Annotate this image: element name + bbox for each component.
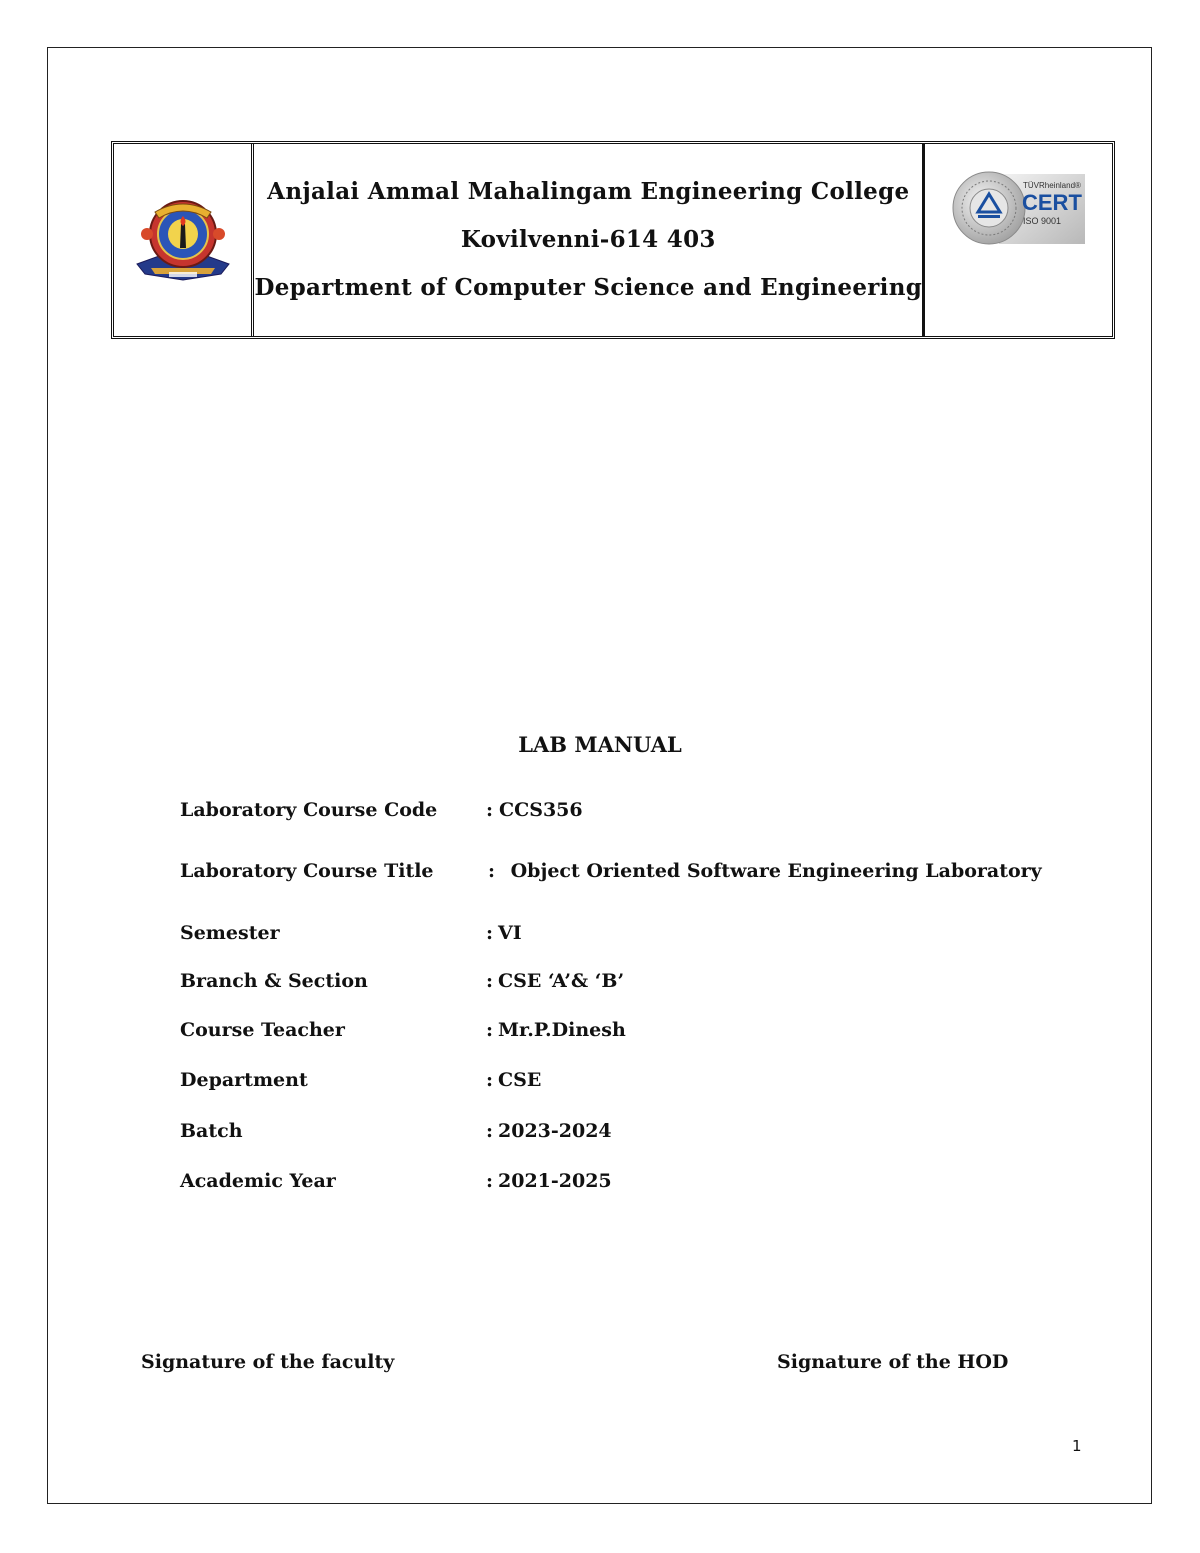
cert-brand-text: TÜVRheinland® xyxy=(1022,181,1081,190)
page-number: 1 xyxy=(1072,1437,1082,1455)
info-separator: : xyxy=(486,1170,494,1192)
cert-cell xyxy=(925,144,1112,336)
college-emblem-icon xyxy=(129,194,237,286)
info-label: Branch & Section xyxy=(180,970,368,992)
college-name: Anjalai Ammal Mahalingam Engineering College xyxy=(267,178,910,205)
info-separator: : xyxy=(488,860,496,882)
department-name: Department of Computer Science and Engineering xyxy=(254,274,923,301)
info-value: 2021-2025 xyxy=(498,1170,612,1192)
hod-signature-label: Signature of the HOD xyxy=(777,1351,1009,1373)
info-separator: : xyxy=(486,970,494,992)
college-title-cell xyxy=(254,144,925,336)
cert-standard-text: ISO 9001 xyxy=(1022,216,1061,226)
info-label: Academic Year xyxy=(180,1170,336,1192)
info-value: 2023-2024 xyxy=(498,1120,612,1142)
logo-cell xyxy=(114,144,254,336)
info-value: Object Oriented Software Engineering Laboratory xyxy=(504,860,1042,882)
info-separator: : xyxy=(486,1069,494,1091)
info-label: Laboratory Course Code xyxy=(180,799,438,821)
college-location: Kovilvenni-614 403 xyxy=(460,226,716,253)
info-value: CCS356 xyxy=(499,799,583,821)
info-label: Batch xyxy=(180,1120,243,1142)
tuv-cert-badge-icon xyxy=(951,170,1087,248)
cert-label-text: CERT xyxy=(1021,190,1082,215)
header-table xyxy=(111,141,1115,339)
info-separator: : xyxy=(486,1019,494,1041)
manual-title: LAB MANUAL xyxy=(518,732,682,757)
info-label: Semester xyxy=(180,922,280,944)
info-value: Mr.P.Dinesh xyxy=(498,1019,626,1041)
info-label: Laboratory Course Title xyxy=(180,860,434,882)
info-separator: : xyxy=(486,1120,494,1142)
faculty-signature-label: Signature of the faculty xyxy=(141,1351,395,1373)
info-separator: : xyxy=(486,799,494,821)
info-value: CSE ‘A’& ‘B’ xyxy=(498,970,625,992)
info-value: CSE xyxy=(498,1069,542,1091)
info-label: Course Teacher xyxy=(180,1019,345,1041)
info-separator: : xyxy=(486,922,494,944)
info-label: Department xyxy=(180,1069,308,1091)
info-value: VI xyxy=(498,922,522,944)
